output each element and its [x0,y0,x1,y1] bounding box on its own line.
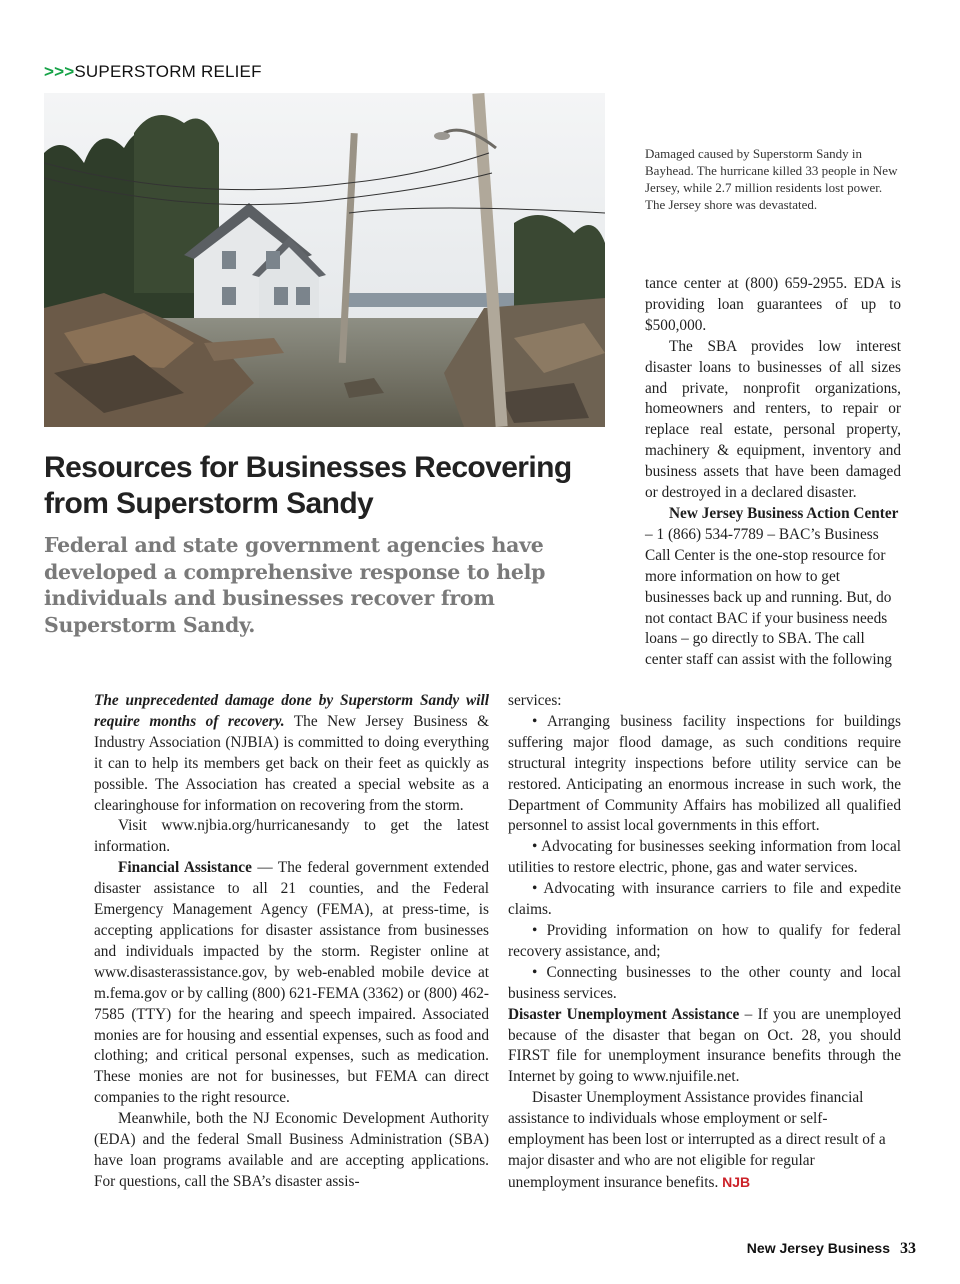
right-column-bottom [508,691,901,1194]
page-footer [700,1240,916,1258]
bullet-item: • Connecting businesses to the other county and local business services. [508,963,901,1002]
financial-heading: Financial Assistance [118,859,252,877]
paragraph-meanwhile: Meanwhile, both the NJ Economic Development Authority (EDA) and the federal Small Business Administration (SBA) have loan programs available and are accepting applications. For questions, call the SBA’s disaster assis- [94,1110,489,1190]
bac-heading: New Jersey Business Action Center [669,504,899,522]
bullet-item: • Providing information on how to qualify for federal recovery assistance, and; [508,921,901,960]
paragraph-visit: Visit www.njbia.org/hurricanesandy to get the latest information. [94,817,489,856]
lead-in: The unprecedented damage done by Superstorm Sandy will require months of recovery. [94,692,489,730]
left-column [94,691,489,1193]
bac-text: – 1 (866) 534-7789 – BAC’s Business Call Center is the one-stop resource for more information on how to get businesses back up and running. But, do not contact BAC if your business needs loans – go directly to SBA. The call center staff can assist with the following [645,525,892,669]
paragraph-eda: tance center at (800) 659-2955. EDA is providing loan guarantees of up to $500,000. [645,275,901,334]
bullet-item: • Arranging business facility inspections for buildings suffering major flood damage, as such conditions require structural integrity inspections before utility service can be restored. Anticipating an enormous increase in such work, the Department of Community Affairs has mobilized all qualified personnel to assist local governments in this effort. [508,712,901,835]
services-line: services: [508,692,562,709]
financial-text: — The federal government extended disaster assistance to all 21 counties, and the Federal Emergency Management Agency (FEMA), at press-time, is accepting applications for disaster assistance from businesses and individuals impacted by the storm. Register online at www.disasterassistance.gov, by web-enabled mobile device at m.fema.gov or by calling (800) 621-FEMA (3362) or (800) 462-7585 (TTY) for the hearing and speech impaired. Associated monies are for housing and essential expenses, such as food and clothing; and critical personal expenses, such as medication. These monies are not for businesses, but FEMA can direct companies to the right resource. [94,859,489,1107]
section-title: SUPERSTORM RELIEF [74,62,262,81]
bullet-item: • Advocating with insurance carriers to file and expedite claims. [508,880,901,919]
dua-heading: Disaster Unemployment Assistance [508,1005,740,1023]
dua-text: – If you are unemployed because of the disaster that began on Oct. 28, you should FIRST file for unemployment insurance benefits through the Internet by going to www.njuifile.net. [508,1005,901,1086]
paragraph-dua [508,1005,901,1089]
paragraph-bac [645,504,901,671]
publication-name: New Jersey Business [746,1240,890,1256]
final-text: Disaster Unemployment Assistance provides financial assistance to individuals whose employment or self-employment has been lost or interrupted as a direct result of a major disaster and who are not eligible for regular unemployment insurance benefits. [508,1089,886,1191]
intro-text: The New Jersey Business & Industry Association (NJBIA) is committed to doing everything it can to help its members get back on their feet as quickly as possible. The Association has created a special website as a clearinghouse for information on recovering from the storm. [94,712,489,814]
section-label [44,62,262,82]
paragraph-final [508,1088,901,1194]
storm-damage-photo [44,93,605,427]
right-column-top [645,274,901,671]
article-headline: Resources for Businesses Recovering from Superstorm Sandy [44,451,572,520]
paragraph-financial [94,858,489,1109]
photo-caption: Damaged caused by Superstorm Sandy in Bayhead. The hurricane killed 33 people in New Jersey, while 2.7 million residents lost power. The Jersey shore was devastated. [645,146,898,212]
page-number: 33 [900,1240,916,1257]
paragraph-sba: The SBA provides low interest disaster loans to businesses of all sizes and private, nonprofit organizations, homeowners and renters, to repair or replace real estate, personal property, machinery & equipment, inventory and business assets that have been damaged or destroyed in a declared disaster. [645,337,901,502]
article-deck: Federal and state government agencies have developed a comprehensive response to help individuals and businesses recover from Superstorm Sandy. [44,533,546,637]
bullet-item: • Advocating for businesses seeking information from local utilities to restore electric, phone, gas and water services. [508,838,901,877]
end-mark: NJB [722,1173,751,1190]
paragraph-intro [94,691,489,816]
section-arrows: >>> [44,62,75,81]
